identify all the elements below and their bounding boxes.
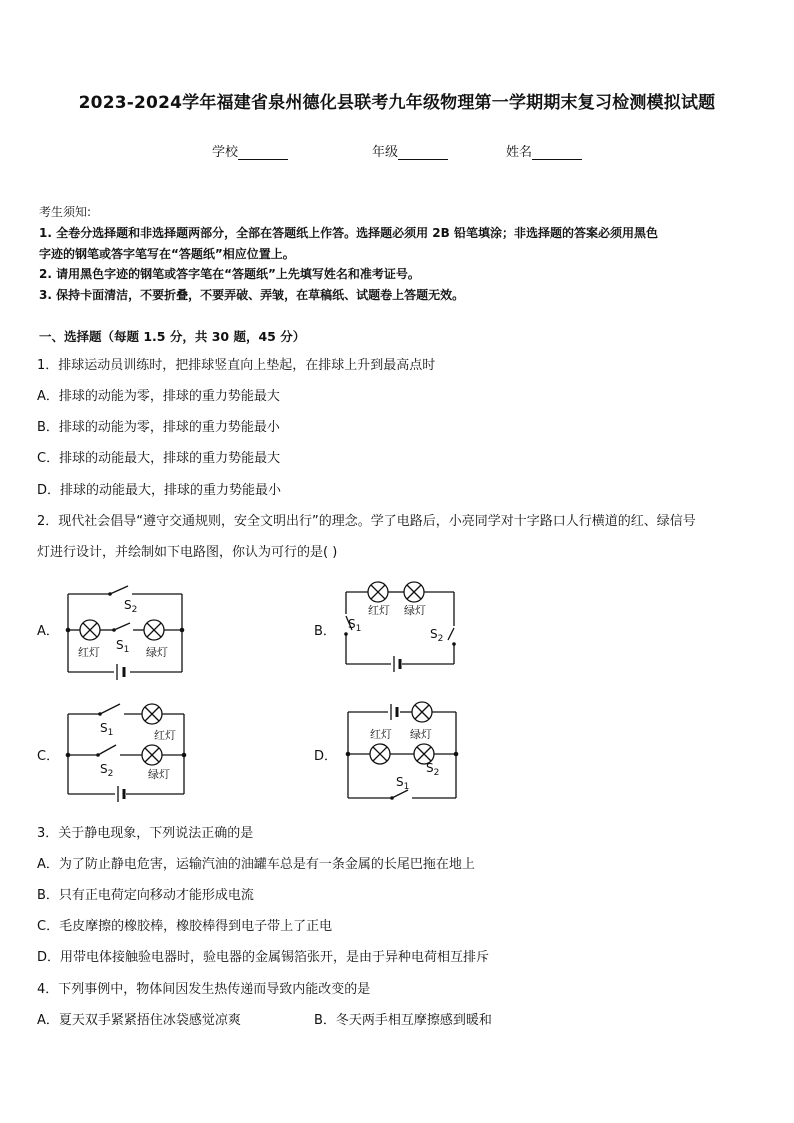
q1-option-d[interactable]: D．排球的动能最大，排球的重力势能最小 xyxy=(37,483,282,498)
notice-item-2: 2. 请用黑色字迹的钢笔或答字笔在“答题纸”上先填写姓名和准考证号。 xyxy=(39,267,420,281)
notice-item-1: 1. 全卷分选择题和非选择题两部分，全部在答题纸上作答。选择题必须用 2B 铅笔填涂；非选择题的答案必须用黑色 xyxy=(39,226,658,240)
page-title: 2023-2024学年福建省泉州德化县联考九年级物理第一学期期末复习检测模拟试题 xyxy=(78,93,716,113)
svg-text:红灯: 红灯 xyxy=(78,646,100,659)
q3-option-a[interactable]: A．为了防止静电危害，运输汽油的油罐车总是有一条金属的长尾巴拖在地上 xyxy=(37,857,475,872)
q4-stem: 4．下列事例中，物体间因发生热传递而导致内能改变的是 xyxy=(37,982,371,997)
svg-text:绿灯: 绿灯 xyxy=(148,768,170,781)
q1-option-c[interactable]: C．排球的动能最大，排球的重力势能最大 xyxy=(37,451,281,466)
section-heading: 一、选择题（每题 1.5 分，共 30 题，45 分） xyxy=(39,329,306,344)
q3-option-c[interactable]: C．毛皮摩擦的橡胶棒，橡胶棒得到电子带上了正电 xyxy=(37,919,333,934)
notice-heading: 考生须知: xyxy=(39,205,92,219)
q2-label-a[interactable]: A． xyxy=(37,624,59,639)
q1-stem: 1．排球运动员训练时，把排球竖直向上垫起，在排球上升到最高点时 xyxy=(37,358,436,373)
circuit-b-diagram xyxy=(336,576,466,674)
svg-text:绿灯: 绿灯 xyxy=(146,646,168,659)
grade-field[interactable]: 年级 xyxy=(372,141,448,160)
q1-option-b[interactable]: B．排球的动能为零，排球的重力势能最小 xyxy=(37,420,280,435)
svg-text:S2: $S_2$ xyxy=(426,761,440,778)
q2-stem-line1: 2．现代社会倡导“遵守交通规则，安全文明出行”的理念。学了电路后，小亮同学对十字路口人行横道的红、绿信号 xyxy=(37,514,696,529)
notice-item-1-cont: 字迹的钢笔或答字笔写在“答题纸”相应位置上。 xyxy=(39,247,295,261)
q2-label-d[interactable]: D． xyxy=(314,749,338,764)
school-field[interactable]: 学校 xyxy=(212,141,288,160)
svg-text:红灯: 红灯 xyxy=(370,728,392,741)
svg-text:红灯: 红灯 xyxy=(368,604,390,617)
svg-text:S2: $S_2$ xyxy=(100,762,114,779)
q3-stem: 3．关于静电现象，下列说法正确的是 xyxy=(37,826,254,841)
circuit-c-diagram xyxy=(60,698,190,804)
svg-text:S1: $S_1$ xyxy=(116,638,130,655)
q2-stem-line2: 灯进行设计，并绘制如下电路图，你认为可行的是( ) xyxy=(37,545,338,560)
circuit-a-diagram xyxy=(60,580,190,680)
q3-option-d[interactable]: D．用带电体接触验电器时，验电器的金属锡箔张开，是由于异种电荷相互排斥 xyxy=(37,950,490,965)
notice-item-3: 3. 保持卡面清洁，不要折叠，不要弄破、弄皱，在草稿纸、试题卷上答题无效。 xyxy=(39,288,465,302)
q2-label-b[interactable]: B． xyxy=(314,624,336,639)
q4-option-a[interactable]: A．夏天双手紧紧捂住冰袋感觉凉爽 xyxy=(37,1013,241,1028)
svg-text:S2: $S_2$ xyxy=(430,627,444,644)
svg-text:绿灯: 绿灯 xyxy=(404,604,426,617)
svg-text:S1: $S_1$ xyxy=(396,775,410,792)
q3-option-b[interactable]: B．只有正电荷定向移动才能形成电流 xyxy=(37,888,254,903)
circuit-d-diagram xyxy=(340,700,464,804)
q2-label-c[interactable]: C． xyxy=(37,749,60,764)
svg-text:绿灯: 绿灯 xyxy=(410,728,432,741)
name-field[interactable]: 姓名 xyxy=(506,141,582,160)
svg-text:S2: $S_2$ xyxy=(124,598,138,615)
svg-text:S1: $S_1$ xyxy=(100,721,114,738)
svg-text:S1: $S_1$ xyxy=(348,617,362,634)
q4-option-b[interactable]: B．冬天两手相互摩擦感到暖和 xyxy=(314,1013,492,1028)
svg-text:红灯: 红灯 xyxy=(154,729,176,742)
q1-option-a[interactable]: A．排球的动能为零，排球的重力势能最大 xyxy=(37,389,280,404)
